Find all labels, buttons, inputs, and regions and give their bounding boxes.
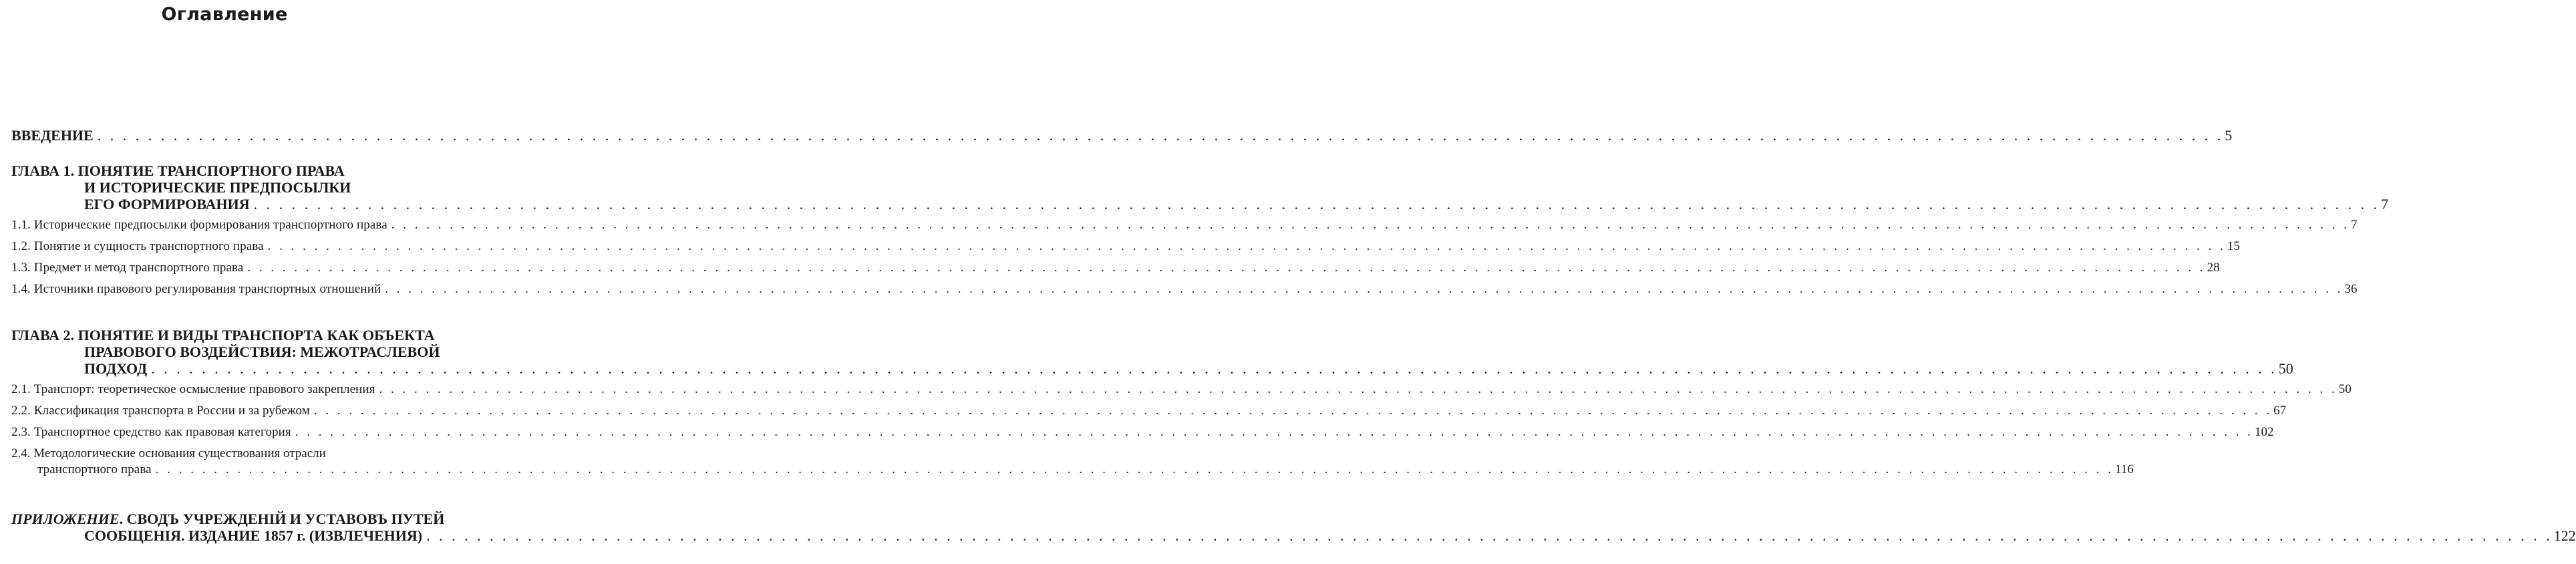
toc-entry-section-2-1[interactable]: [11, 382, 2352, 397]
toc-entry-section-1-2[interactable]: [11, 239, 2240, 254]
chapter-1-prefix: ГЛАВА 1.: [11, 162, 75, 179]
section-label: 2.4. Методологические основания существования отрасли: [11, 446, 326, 460]
chapter-2-prefix: ГЛАВА 2.: [11, 327, 75, 343]
toc-chapter-2: [11, 327, 2352, 477]
chapter-2-title-line-3: ПОДХОД: [84, 360, 148, 377]
chapter-1-title-line-2: И ИСТОРИЧЕСКИЕ ПРЕДПОСЫЛКИ: [84, 179, 351, 196]
leader-dots: [98, 127, 2221, 144]
toc-entry-section-2-3[interactable]: [11, 425, 2274, 440]
toc-entry-section-2-2[interactable]: [11, 404, 2287, 418]
toc-entry-chapter-2[interactable]: [11, 327, 2293, 377]
toc-entry-intro[interactable]: [11, 127, 2233, 144]
leader-dots: [254, 196, 2378, 213]
chapter-2-title-line-1: ПОНЯТИЕ И ВИДЫ ТРАНСПОРТА КАК ОБЪЕКТА: [77, 327, 435, 343]
leader-dots: [156, 462, 2111, 477]
section-page: 102: [2255, 425, 2274, 439]
toc-entry-appendix[interactable]: [11, 511, 2576, 544]
toc-entry-chapter-1[interactable]: [11, 162, 2389, 213]
leader-dots: [426, 527, 2550, 544]
section-page: 116: [2114, 462, 2134, 476]
toc-chapter-1: [11, 162, 2389, 297]
chapter-1-page: 7: [2381, 196, 2389, 213]
section-label: 1.3. Предмет и метод транспортного права: [11, 261, 244, 275]
toc-entry-intro-page: 5: [2225, 127, 2233, 144]
toc-entry-section-1-3[interactable]: [11, 261, 2220, 275]
toc-entry-section-2-4[interactable]: [11, 446, 2134, 477]
section-label: 1.4. Источники правового регулирования транспортных отношений: [11, 282, 381, 296]
leader-dots: [391, 218, 2347, 233]
appendix-title-line-1: . СВОДЪ УЧРЕЖДЕНIЙ И УСТАВОВЪ ПУТЕЙ: [119, 511, 445, 527]
appendix-prefix: ПРИЛОЖЕНИЕ: [11, 511, 120, 527]
leader-dots: [247, 261, 2203, 275]
leader-dots: [379, 382, 2335, 397]
section-page: 67: [2273, 404, 2287, 418]
chapter-1-title-line-1: ПОНЯТИЕ ТРАНСПОРТНОГО ПРАВА: [77, 162, 345, 179]
chapter-2-page: 50: [2278, 360, 2293, 377]
appendix-page: 122: [2553, 527, 2576, 544]
section-label: 1.1. Исторические предпосылки формирования транспортного права: [11, 218, 387, 232]
section-page: 7: [2351, 218, 2358, 232]
section-label: 2.1. Транспорт: теоретическое осмысление правового закрепления: [11, 382, 375, 396]
appendix-title-line-2: СООБЩЕНIЯ. ИЗДАНИЕ 1857 г. (ИЗВЛЕЧЕНИЯ): [84, 527, 423, 544]
chapter-2-title-line-2: ПРАВОВОГО ВОЗДЕЙСТВИЯ: МЕЖОТРАСЛЕВОЙ: [84, 343, 440, 360]
leader-dots: [385, 282, 2340, 297]
toc-entry-section-1-1[interactable]: [11, 218, 2358, 233]
leader-dots: [151, 360, 2275, 377]
chapter-1-title-line-3: ЕГО ФОРМИРОВАНИЯ: [84, 196, 250, 213]
section-label: 1.2. Понятие и сущность транспортного права: [11, 239, 264, 253]
section-page: 15: [2227, 239, 2240, 253]
toc-entry-intro-label: ВВЕДЕНИЕ: [11, 127, 94, 144]
section-page: 36: [2344, 282, 2358, 296]
leader-dots: [268, 239, 2223, 254]
section-label-continued: транспортного права: [37, 462, 152, 476]
section-label: 2.3. Транспортное средство как правовая категория: [11, 425, 291, 439]
leader-dots: [314, 404, 2269, 418]
section-page: 50: [2338, 382, 2352, 396]
section-page: 28: [2207, 261, 2220, 275]
toc-entry-section-1-4[interactable]: [11, 282, 2358, 297]
leader-dots: [295, 425, 2251, 440]
page-title: Оглавление: [161, 4, 288, 25]
section-label: 2.2. Классификация транспорта в России и за рубежом: [11, 404, 310, 418]
